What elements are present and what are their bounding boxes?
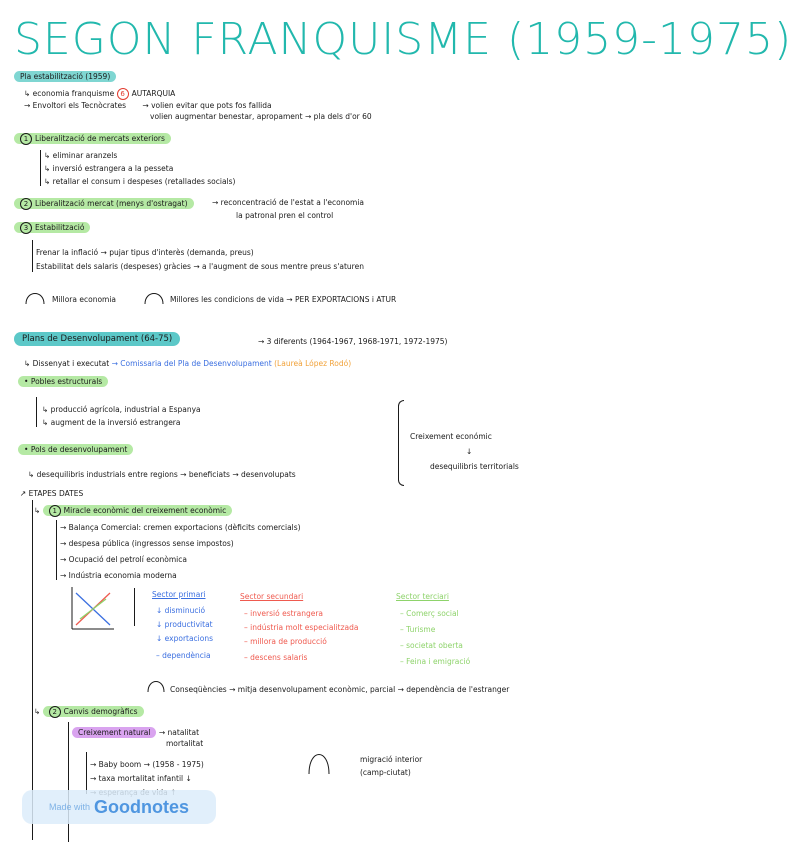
line-salaris: Estabilitat dels salaris (despeses) gràcies → a l'augment de sous mentre preus s'aturen: [36, 262, 364, 271]
liberalitzacio-heading: [14, 133, 171, 144]
estabilitzacio-2-heading: [14, 222, 90, 233]
list-item: – indústria molt especialitzada: [244, 623, 359, 632]
pobles-heading: • Pobles estructurals: [18, 377, 108, 386]
migracio-text: migració interior: [360, 755, 423, 764]
section-mercat: [14, 198, 194, 210]
autarquia-tag: AUTARQUIA: [131, 89, 176, 98]
section-demografics: ↳ 2 Canvis demogràfics: [34, 706, 144, 718]
list-item: – inversió estrangera: [244, 609, 324, 618]
circled-number: 3: [20, 222, 32, 234]
economia-text: economia franquisme: [32, 89, 115, 98]
benestar-text: volien augmentar benestar, apropament: [150, 112, 303, 121]
circled-number: 6: [117, 88, 129, 100]
section-plans: [14, 334, 180, 344]
arch-icon: [306, 746, 332, 776]
etapes-heading: ↗ ETAPES DATES: [20, 489, 84, 498]
arrow-icon: →: [258, 337, 267, 346]
section-liberalitzacio: [14, 133, 171, 145]
arrow-icon: →: [212, 198, 221, 207]
poles-heading: • Pols de desenvolupament: [18, 445, 133, 454]
bracket-line: [32, 240, 33, 272]
circled-number: 1: [49, 505, 61, 517]
list-item: – societat oberta: [400, 641, 463, 650]
condicions-text: Millores les condicions de vida → PER EXPORTACIONS i ATUR: [170, 295, 397, 304]
arrow-icon: →: [190, 262, 203, 271]
arrow-icon: →: [111, 359, 121, 368]
arrow-icon: →: [226, 685, 238, 694]
line-economia: [24, 88, 175, 100]
sector-primari-heading: Sector primari: [152, 590, 206, 599]
creixement-line: Creixement natural → natalitat: [72, 728, 199, 737]
list-item: → taxa mortalitat infantil ↓: [90, 774, 192, 783]
list-item: – Feina i emigració: [400, 657, 471, 666]
arrow-icon: →: [158, 728, 168, 737]
list-item: – descens salaris: [244, 653, 308, 662]
section-miracle: ↳ 1 Miracle econòmic del creixement econòmic: [34, 505, 232, 517]
lopez-rodo-text: (Laureà López Rodó): [274, 359, 352, 368]
arrow-icon: →: [98, 248, 110, 257]
pla-text: pla dels d'or 60: [313, 112, 372, 121]
section-estabilitzacio-2: [14, 222, 90, 234]
bracket-line: [86, 752, 87, 794]
arch-icon: [143, 288, 165, 306]
arrow-icon: →: [283, 295, 295, 304]
crossing-lines-diagram: [70, 585, 116, 631]
estabilitzacio-heading: Pla estabilització (1959): [14, 71, 116, 82]
watermark-small-text: Made with: [48, 802, 91, 812]
list-item: → Baby boom → (1958 - 1975): [90, 760, 204, 769]
mortalitat-text: mortalitat: [166, 739, 204, 748]
list-item: ↳ eliminar aranzels: [44, 151, 118, 160]
arrow-icon: ↳: [24, 89, 33, 98]
mercat-heading: [14, 198, 194, 209]
poles-line: ↳ desequilibris industrials entre regions → beneficiats → desenvolupats: [28, 470, 296, 479]
line-tecnocrates: [24, 101, 272, 110]
circled-number: 1: [20, 133, 32, 145]
plans-note: → 3 diferents (1964-1967, 1968-1971, 1972-1975): [258, 337, 448, 346]
list-item: → Balança Comercial: cremen exportacions (dèficits comercials): [60, 523, 301, 532]
line-inflacio: Frenar la inflació → pujar tipus d'interès (demanda, preus): [36, 248, 254, 257]
tecnocrates-text: Envoltori els Tecnòcrates: [32, 101, 126, 110]
list-item: – Comerç social: [400, 609, 459, 618]
timeline-line: [32, 500, 33, 840]
millora-text: Millora economia: [52, 295, 117, 304]
goodnotes-watermark: [22, 790, 216, 824]
list-item: → Ocupació del petrolí econòmica: [60, 555, 187, 564]
bracket-line: [40, 150, 41, 186]
brace-text: Creixement económic: [410, 432, 492, 441]
right-brace: [398, 400, 404, 486]
list-item: ↳ retallar el consum i despeses (retallades socials): [44, 177, 236, 186]
section-estabilitzacio: [14, 72, 116, 81]
liberalitzacio-heading-text: Liberalització de mercats exteriors: [35, 134, 165, 143]
bracket-line: [56, 520, 57, 580]
brace-text: desequilibris territorials: [430, 462, 519, 471]
arrow-icon: →: [142, 101, 152, 110]
list-item: ↳ producció agrícola, industrial a Espanya: [42, 405, 201, 414]
estabilitzacio-2-heading-text: Estabilització: [35, 223, 85, 232]
page-title: SEGON FRANQUISME (1959-1975): [14, 14, 792, 65]
line-benestar: [150, 112, 372, 121]
arrow-icon: →: [397, 685, 407, 694]
line-dissenyat: ↳ Dissenyat i executat → Comissaria del Pla de Desenvolupament (Laureà López Rodó): [24, 359, 352, 368]
list-item: – Turisme: [400, 625, 436, 634]
tecnocrates-note: volien evitar que pots fos fallida: [151, 101, 272, 110]
arch-icon: [146, 676, 166, 694]
arrow-icon: →: [232, 470, 241, 479]
list-item: ↳ augment de la inversió estrangera: [42, 418, 181, 427]
list-item: → despesa pública (ingressos sense impostos): [60, 539, 234, 548]
sector-secundari-heading: Sector secundari: [240, 592, 304, 601]
migracio-text-2: (camp-ciutat): [360, 768, 411, 777]
circled-number: 2: [49, 706, 61, 718]
miracle-heading: 1 Miracle econòmic del creixement econòmic: [43, 505, 233, 516]
sector-terciari-heading: Sector terciari: [396, 592, 449, 601]
bracket-line: [36, 397, 37, 427]
list-item: – dependència: [156, 651, 211, 660]
list-item: – millora de producció: [244, 637, 327, 646]
demografics-heading: 2 Canvis demogràfics: [43, 706, 144, 717]
creixement-pill: Creixement natural: [72, 727, 156, 738]
arch-icon: [24, 288, 46, 306]
list-item: ↓ exportacions: [156, 634, 214, 643]
consequencies-line: Conseqüències → mitja desenvolupament econòmic, parcial → dependència de l'estranger: [170, 685, 510, 694]
list-item: → Indústria economia moderna: [60, 571, 177, 580]
arrow-icon: →: [24, 101, 33, 110]
list-item: ↓ productivitat: [156, 620, 213, 629]
bracket-line: [134, 588, 135, 626]
arrow-icon: →: [305, 112, 314, 121]
plans-heading: Plans de Desenvolupament (64-75): [14, 332, 180, 346]
arrow-icon: ↳: [24, 359, 33, 368]
mercat-note-2: la patronal pren el control: [236, 211, 334, 220]
mercat-note: → reconcentració de l'estat a l'economia: [212, 198, 365, 207]
arrow-icon: →: [180, 470, 189, 479]
list-item: ↳ inversió estrangera a la pesseta: [44, 164, 174, 173]
brace-arrow: ↓: [466, 447, 473, 456]
list-item: ↓ disminució: [156, 606, 206, 615]
circled-number: 2: [20, 198, 32, 210]
watermark-brand-text: Goodnotes: [94, 796, 190, 817]
mercat-heading-text: Liberalització mercat (menys d'ostragat): [35, 199, 188, 208]
timeline-line: [68, 722, 69, 842]
